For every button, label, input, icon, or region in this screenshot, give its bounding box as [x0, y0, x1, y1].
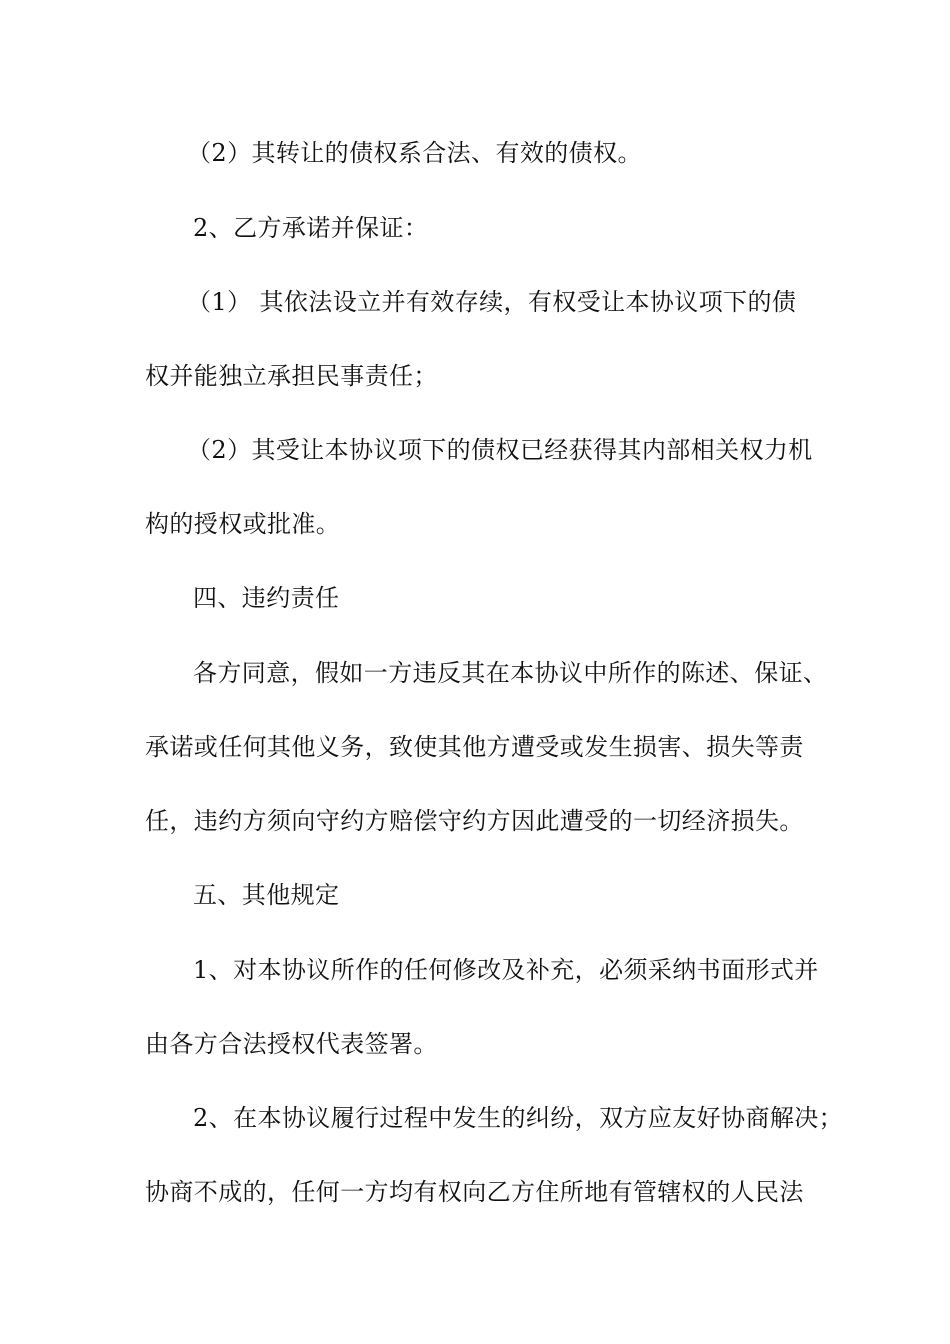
paragraph-line: 各方同意，假如一方违反其在本协议中所作的陈述、保证、: [193, 659, 828, 687]
section-heading: 四、违约责任: [193, 584, 340, 612]
paragraph-line: 1、对本协议所作的任何修改及补充，必须采纳书面形式并: [193, 956, 819, 984]
paragraph-line: 构的授权或批准。: [145, 510, 341, 538]
paragraph-line: 2、乙方承诺并保证：: [193, 214, 429, 242]
paragraph-line: （2）其受让本协议项下的债权已经获得其内部相关权力机: [187, 436, 813, 464]
paragraph-line: 2、在本协议履行过程中发生的纠纷，双方应友好协商解决；: [193, 1104, 844, 1132]
paragraph-line: 协商不成的，任何一方均有权向乙方住所地有管辖权的人民法: [145, 1178, 804, 1206]
paragraph-line: （1） 其依法设立并有效存续，有权受让本协议项下的债: [187, 288, 797, 316]
paragraph-line: 承诺或任何其他义务，致使其他方遭受或发生损害、损失等责: [145, 733, 804, 761]
paragraph-line: 权并能独立承担民事责任；: [145, 362, 438, 390]
section-heading: 五、其他规定: [193, 881, 340, 909]
paragraph-line: 由各方合法授权代表签署。: [145, 1030, 438, 1058]
paragraph-line: 任，违约方须向守约方赔偿守约方因此遭受的一切经济损失。: [145, 807, 804, 835]
paragraph-line: （2）其转让的债权系合法、有效的债权。: [187, 139, 642, 167]
